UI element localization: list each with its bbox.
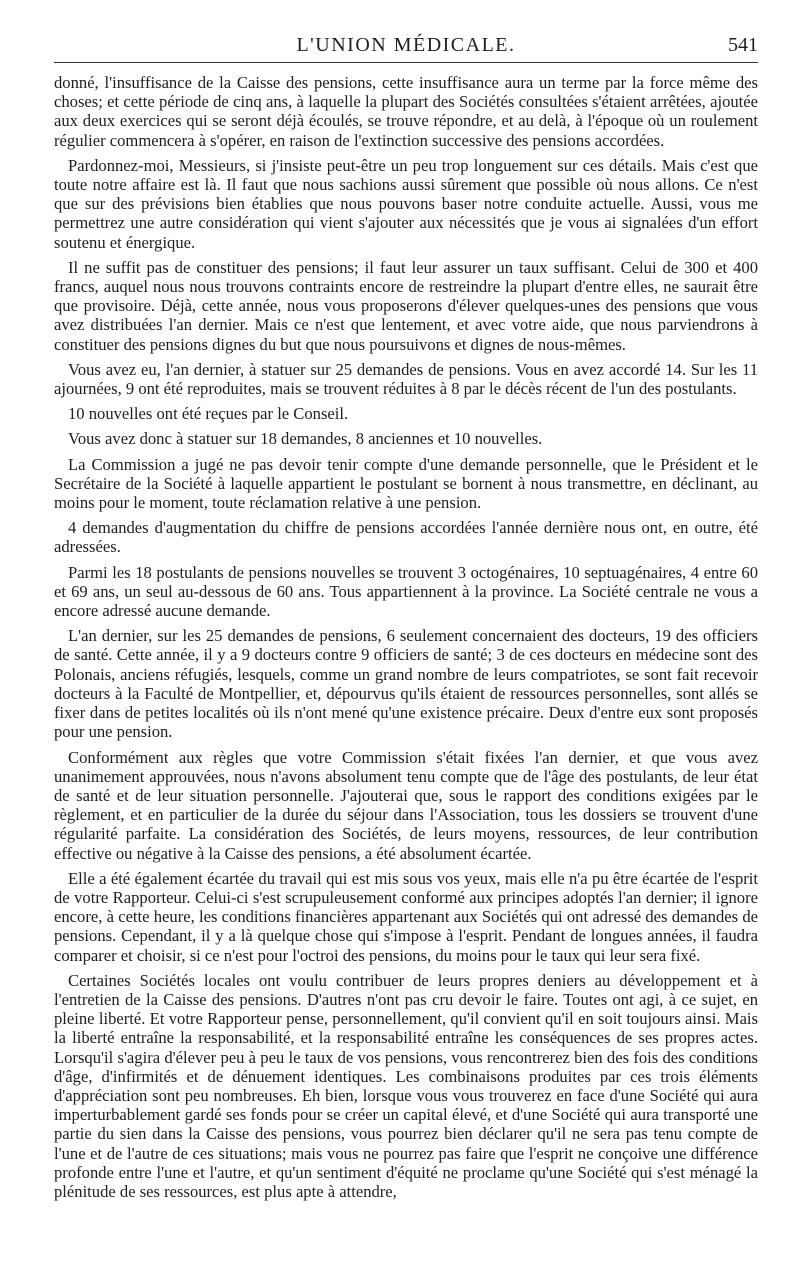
paragraph: Il ne suffit pas de constituer des pensions; il faut leur assurer un taux suffisant. Celui de 300 et 400 francs, auquel nous nous trouvons contraints encore de restreindre la plupart d'entre elles, ne saurait être que provisoire. Déjà, cette année, nous vous proposerons d'élever quelques-unes des pensions que vous avez distribuées l'an dernier. Mais ce n'est que lentement, et avec votre aide, que nous parviendrons à constituer des pensions dignes du but que nous poursuivons et dignes de nous-mêmes. — [54, 257, 758, 354]
paragraph: Conformément aux règles que votre Commission s'était fixées l'an dernier, et que vous avez unanimement approuvées, nous n'avons absolument tenu compte que de l'âge des postulants, de leur état de santé et de leur situation personnelle. J'ajouterai que, sous le rapport des conditions exigées par le règlement, et en particulier de la durée du séjour dans l'Association, tous les dossiers se trouvent d'une régularité parfaite. La considération des Sociétés, de leurs moyens, ressources, de leur contribution effective ou négative à la Caisse des pensions, a été absolument écartée. — [54, 747, 758, 863]
paragraph: Vous avez donc à statuer sur 18 demandes, 8 anciennes et 10 nouvelles. — [68, 429, 543, 449]
paragraph: L'an dernier, sur les 25 demandes de pensions, 6 seulement concernaient des docteurs, 19 des officiers de santé. Cette année, il y a 9 docteurs contre 9 officiers de santé; 3 de ces docteurs en médecine sont des Polonais, anciens réfugiés, lesquels, comme un grand nombre de leurs compatriotes, se sont fait recevoir docteurs à la Faculté de Montpellier, et, dépourvus qu'ils étaient de ressources personnelles, sont allés se fixer dans de petites localités où ils n'ont mené qu'une existence précaire. Deux d'entre eux sont proposés pour une pension. — [54, 626, 758, 742]
paragraph: donné, l'insuffisance de la Caisse des pensions, cette insuffisance aura un terme par la force même des choses; et cette période de cinq ans, à laquelle la plupart des Sociétés consultées s'étaient arrêtées, ajoutée aux deux exercices qui se seront déjà écoulés, se trouve répondre, et au delà, à l'époque où un roulement régulier commencera à s'opérer, en raison de l'extinction successive des pensions accordées. — [54, 73, 758, 150]
paragraph: La Commission a jugé ne pas devoir tenir compte d'une demande personnelle, que le Président et le Secrétaire de la Société à laquelle appartient le postulant se bornent à nous transmettre, en déclinant, au moins pour le moment, toute réclamation relative à une pension. — [54, 454, 758, 513]
paragraph: Elle a été également écartée du travail qui est mis sous vos yeux, mais elle n'a pu être écartée de l'esprit de votre Rapporteur. Celui-ci s'est scrupuleusement conformé aux principes adoptés l'an dernier; il ignore encore, à cette heure, les conditions financières appartenant aux Sociétés qui ont adressé des demandes de pensions. Cependant, il y a là quelque chose qui s'impose à l'esprit. Pendant de longues années, il faudra comparer et choisir, si ce n'est pour l'octroi des pensions, du moins pour le taux qui leur sera fixé. — [54, 868, 758, 965]
paragraph: 4 demandes d'augmentation du chiffre de pensions accordées l'année dernière nous ont, en outre, été adressées. — [54, 518, 758, 557]
page-number: 541 — [728, 34, 758, 56]
paragraph: Parmi les 18 postulants de pensions nouvelles se trouvent 3 octogénaires, 10 septuagénaires, 4 entre 60 et 69 ans, un seul au-dessous de 60 ans. Tous appartiennent à la province. La Société centrale ne vous a encore adressé aucune demande. — [54, 562, 758, 621]
running-header — [54, 28, 758, 63]
paragraph: Certaines Sociétés locales ont voulu contribuer de leurs propres deniers au développement et à l'entretien de la Caisse des pensions. D'autres n'ont pas cru devoir le faire. Toutes ont agi, à ce sujet, en pleine liberté. Et votre Rapporteur pense, personnellement, qu'il convient qu'il en soit toujours ainsi. Mais la liberté entraîne la responsabilité, et la responsabilité entraîne les conséquences de ses propres actes. Lorsqu'il s'agira d'élever peu à peu le taux de vos pensions, vous rencontrerez bien des fois des conditions d'âge, d'infirmités et de dénuement identiques. Les combinaisons produites par ces trois éléments d'appréciation sont peu nombreuses. Eh bien, lorsque vous vous trouverez en face d'une Société qui aura imperturbablement gardé ses fonds pour se créer un capital élevé, et d'une Société qui aura transporté une partie du sien dans la Caisse des pensions, vous pourrez bien déclarer qu'il ne sera pas tenu compte de l'une et de l'autre de ces situations; mais vous ne pourrez pas faire que l'esprit ne conçoive une différence profonde entre l'une et l'autre, et qu'un sentiment d'équité ne proclame qu'une Société qui s'est ménagé la plénitude de ses ressources, est plus apte à attendre, — [54, 970, 758, 1201]
paragraph: Vous avez eu, l'an dernier, à statuer sur 25 demandes de pensions. Vous en avez accordé 14. Sur les 11 ajournées, 9 ont été reproduites, mais se trouvent réduites à 8 par le décès récent de l'un des postulants. — [54, 359, 758, 399]
paragraph: 10 nouvelles ont été reçues par le Conseil. — [68, 404, 349, 424]
paragraph: Pardonnez-moi, Messieurs, si j'insiste peut-être un peu trop longuement sur ces détails. Mais c'est que toute notre affaire est là. Il faut que nous sachions aussi sûrement que possible où nous allons. Ce n'est que sur des prévisions bien établies que nous pouvons baser notre conduite actuelle. Aussi, vous me permettrez une autre considération qui vient s'ajouter aux nécessités que je vous ai signalées d'un effort soutenu et énergique. — [54, 155, 758, 252]
article-body — [54, 73, 758, 1201]
journal-title: L'UNION MÉDICALE. — [296, 34, 516, 56]
